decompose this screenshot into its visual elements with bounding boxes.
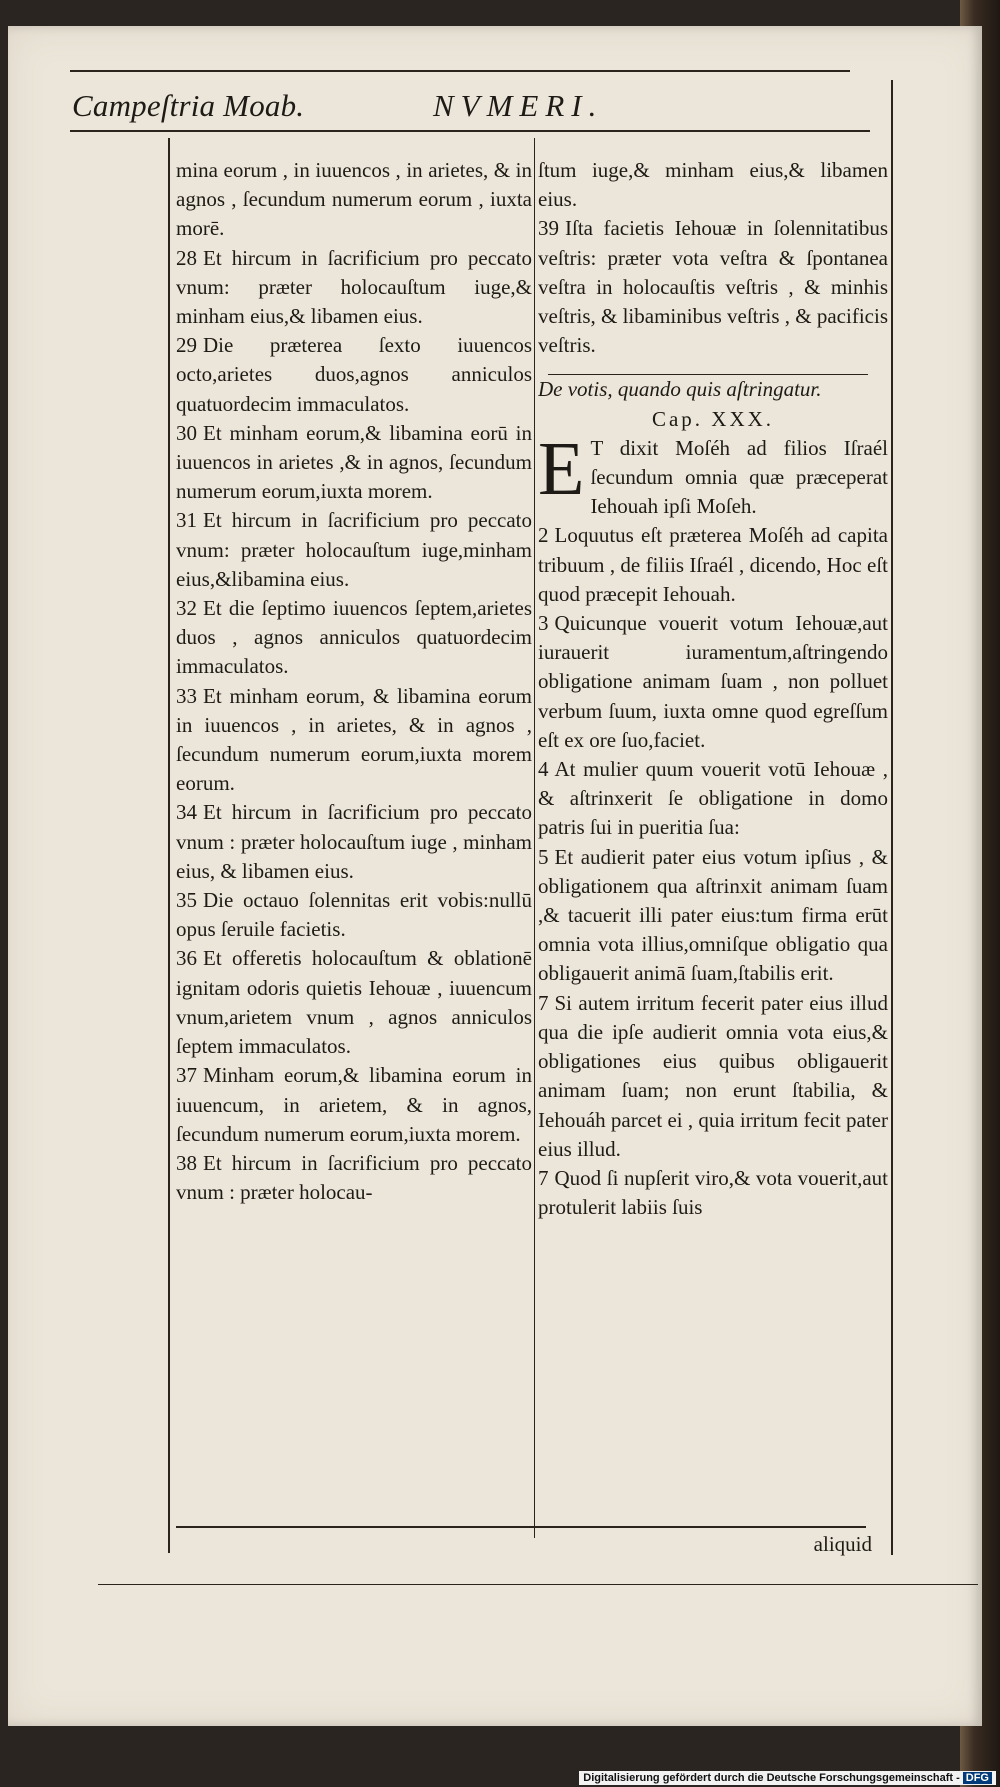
dfg-logo: DFG — [963, 1772, 992, 1784]
verse-text: Die octauo ſolennitas erit vobis:nullū opus ſeruile facietis. — [176, 888, 532, 942]
book-title: NVMERI. — [433, 88, 604, 123]
verse-number: 33 — [176, 683, 197, 708]
verse-text: At mulier quum vouerit votū Iehouæ , & aſtrinxerit ſe obligatione in domo patris ſui in pueritia ſua: — [538, 757, 888, 840]
header-bottom-rule — [70, 130, 870, 132]
drop-cap: E — [538, 426, 585, 511]
page-bottom-rule — [98, 1584, 978, 1585]
verse-number: 36 — [176, 946, 197, 971]
verse-text: Et hircum in ſacrificium pro peccato vnum : præter holocau- — [176, 1150, 532, 1205]
verse-38 — [176, 1149, 532, 1207]
verse-number: 39 — [538, 216, 559, 241]
verse-3 — [538, 609, 888, 755]
verse-text: T dixit Moſéh ad filios Iſraél ſecundum omnia quæ præceperat Iehouah ipſi Moſeh. — [590, 435, 888, 519]
verse-text: Si autem irritum fecerit pater eius illud qua die ipſe audierit omnia vota eius,& obligationes eius quibus obligauerit animam ſuam; non erunt ſtabilia, & Iehouáh parcet ei , quia irritum fecit pater eius illud. — [538, 990, 888, 1161]
book-page — [8, 26, 982, 1726]
verse-text: Et minham eorum, & libamina eorum in iuuencos , in arietes, & in agnos , ſecundum numerum eorum,iuxta morem eorum. — [176, 683, 532, 796]
verse-number: 5 — [538, 844, 549, 869]
verse-text: ſtum iuge,& minham eius,& libamen eius. — [538, 158, 888, 212]
verse-text: mina eorum , in iuuencos , in arietes, & in agnos , ſecundum numerum eorum , iuxta morē. — [176, 158, 532, 241]
chapter-heading: Cap. XXX. — [651, 406, 775, 431]
column-divider — [534, 138, 535, 1538]
verse-28 — [176, 244, 532, 332]
verse-number: 31 — [176, 508, 197, 533]
verse-number: 7 — [538, 990, 549, 1015]
left-column — [176, 156, 532, 1556]
verse-text: Et hircum in ſacrificium pro peccato vnum: præter holocauſtum iuge,minham eius,&libamina eius. — [176, 508, 532, 591]
digitization-credit — [579, 1771, 996, 1785]
credit-text: Digitalisierung gefördert durch die Deutsche Forschungsgemeinschaft - — [583, 1772, 960, 1784]
section-title: De votis, quando quis aſtringatur. — [538, 377, 822, 402]
verse-text: Quicunque vouerit votum Iehouæ,aut iurauerit iuramentum,aſtringendo obligatione animam ſuam , non polluet verbum ſuum, iuxta omne quod egreſſum eſt ex ore ſuo,faciet. — [538, 611, 888, 752]
verse-continuation — [538, 156, 888, 214]
footer-rule — [176, 1526, 866, 1528]
verse-29 — [176, 331, 532, 419]
verse-7b — [538, 1164, 888, 1222]
verse-5 — [538, 843, 888, 989]
verse-number: 34 — [176, 800, 197, 825]
verse-4 — [538, 755, 888, 843]
catchword: aliquid — [813, 1532, 872, 1556]
verse-text: Et audierit pater eius votum ipſius , & obligationem qua aſtrinxit animam ſuam ,& tacuerit illi pater eius:tum firma erūt omnia vota illius,omniſque obligatio qua obligauerit animā ſuam,ſtabilis erit. — [538, 844, 888, 986]
verse-text: Die præterea ſexto iuuencos octo,arietes duos,agnos anniculos quatuordecim immaculatos. — [176, 333, 532, 416]
verse-number: 2 — [538, 523, 549, 548]
chapter-first-paragraph — [538, 426, 888, 522]
verse-number: 7 — [538, 1165, 549, 1190]
verse-text: Quod ſi nupſerit viro,& vota vouerit,aut protulerit labiis ſuis — [538, 1165, 888, 1220]
verse-number: 37 — [176, 1063, 197, 1088]
verse-number: 38 — [176, 1150, 197, 1175]
verse-text: Loquutus eſt præterea Moſéh ad capita tribuum , de filiis Iſraél , dicendo, Hoc eſt quod præcepit Iehouah. — [538, 523, 888, 606]
verse-33 — [176, 682, 532, 799]
verse-35 — [176, 886, 532, 944]
verse-number: 30 — [176, 420, 197, 445]
verse-32 — [176, 594, 532, 682]
verse-text: Et hircum in ſacrificium pro peccato vnum : præter holocauſtum iuge , minham eius, & libamen eius. — [176, 800, 532, 883]
verse-number: 4 — [538, 757, 549, 782]
verse-text: Minham eorum,& libamina eorum in iuuencum, in arietem, & in agnos, ſecundum numerum eorum,iuxta morem. — [176, 1063, 532, 1146]
verse-text: Et hircum in ſacrificium pro peccato vnum: præter holocauſtum iuge,& minham eius,& libamen eius. — [176, 245, 532, 329]
left-margin-rule — [168, 138, 170, 1553]
verse-number: 35 — [176, 888, 197, 913]
verse-39 — [538, 214, 888, 360]
header-top-rule — [70, 70, 850, 72]
verse-text: Iſta facietis Iehouæ in ſolennitatibus veſtris: præter vota veſtra & ſpontanea veſtra in holocauſtis veſtris , & minhis veſtris, & libaminibus veſtris , & pacificis veſtris. — [538, 216, 888, 358]
verse-2 — [538, 521, 888, 609]
verse-text: Et die ſeptimo iuuencos ſeptem,arietes duos , agnos anniculos quatuordecim immaculatos. — [176, 596, 532, 679]
verse-number: 29 — [176, 333, 197, 358]
running-title: Campeſtria Moab. — [72, 88, 305, 123]
verse-31 — [176, 506, 532, 594]
verse-number: 32 — [176, 596, 197, 621]
verse-number: 28 — [176, 245, 197, 270]
verse-text: Et minham eorum,& libamina eorū in iuuencos in arietes ,& in agnos, ſecundum numerum eorum,iuxta morem. — [176, 420, 532, 504]
verse-36 — [176, 944, 532, 1061]
verse-continuation — [176, 156, 532, 244]
right-column — [538, 156, 888, 1556]
verse-30 — [176, 419, 532, 507]
verse-text: Et offeretis holocauſtum & oblationē ignitam odoris quietis Iehouæ , iuuencum vnum,arietem vnum , agnos anniculos ſeptem immaculatos. — [176, 946, 532, 1059]
verse-34 — [176, 798, 532, 886]
verse-7a — [538, 989, 888, 1164]
right-margin-rule — [891, 80, 893, 1555]
verse-37 — [176, 1061, 532, 1149]
verse-number: 3 — [538, 611, 549, 636]
